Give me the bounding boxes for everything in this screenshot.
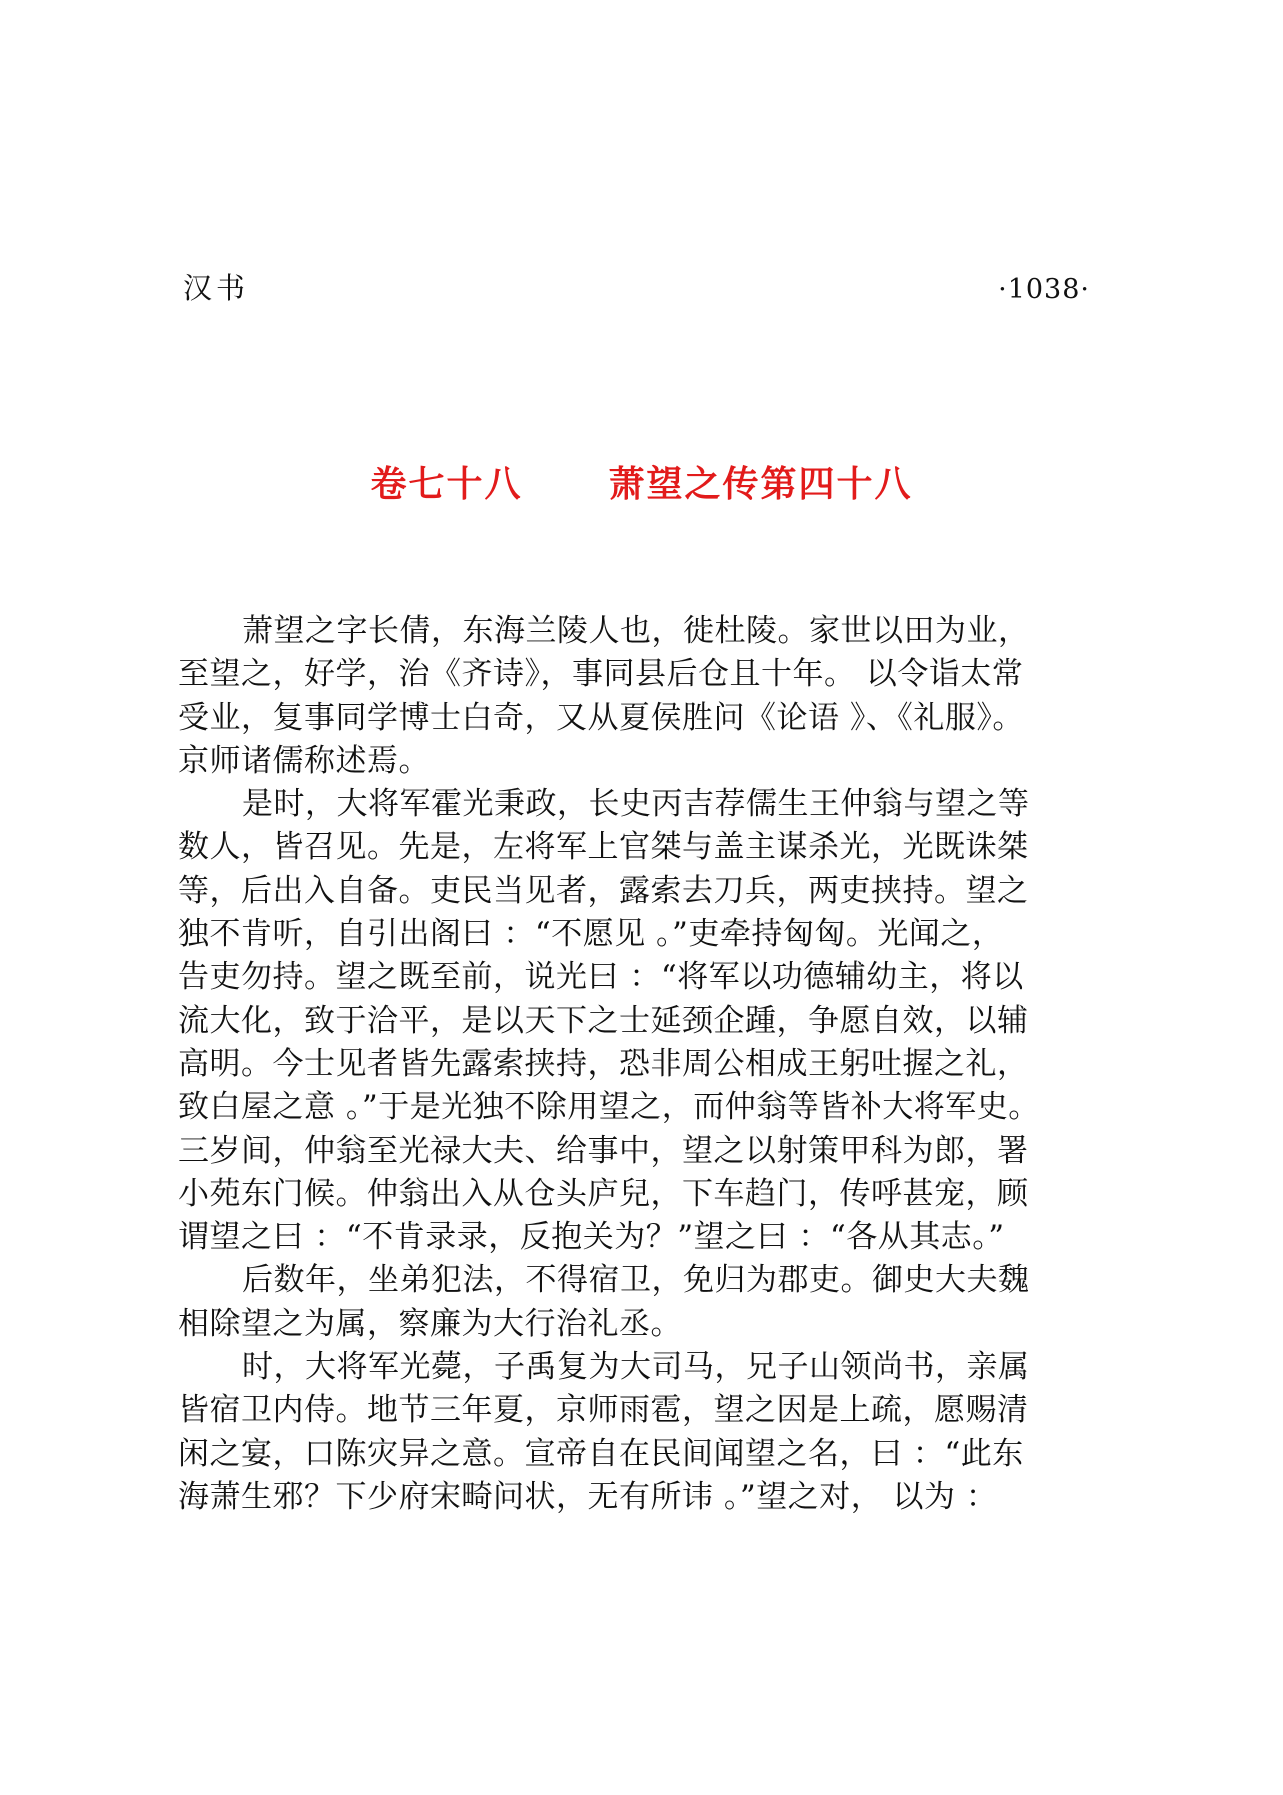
- text-line: 海萧生邪？下少府宋畸问状，无有所讳 。”望之对， 以为 ：: [178, 1478, 998, 1515]
- text-line: 相除望之为属，察廉为大行治礼丞。: [178, 1305, 682, 1342]
- page-number: ·1038·: [998, 274, 1090, 305]
- text-line: 后数年，坐弟犯法，不得宿卫，免归为郡吏。御史大夫魏: [242, 1262, 1030, 1299]
- running-head-book-title: 汉书: [183, 271, 250, 305]
- text-line: 至望之，好学，治《齐诗》，事同县后仓且十年。 以令诣太常: [178, 656, 1024, 693]
- text-line: 三岁间，仲翁至光禄大夫、给事中，望之以射策甲科为郎，署: [178, 1132, 1029, 1169]
- text-line: 数人，皆召见。先是，左将军上官桀与盖主谋杀光，光既诛桀: [178, 829, 1029, 866]
- text-line: 致白屋之意 。”于是光独不除用望之，而仲翁等皆补大将军史。: [178, 1089, 1040, 1126]
- text-line: 萧望之字长倩，东海兰陵人也，徙杜陵。家世以田为业，: [242, 613, 1030, 649]
- text-line: 告吏勿持。望之既至前，说光曰 ：“将军以功德辅幼主，将以: [178, 959, 1024, 996]
- text-line: 独不肯听，自引出阁曰 ：“不愿见 。”吏牵持匈匈。光闻之，: [178, 916, 1004, 953]
- text-line: 皆宿卫内侍。地节三年夏，京师雨雹，望之因是上疏，愿赐清: [178, 1392, 1029, 1429]
- text-line: 谓望之曰 ：“不肯录录，反抱关为？”望之曰 ：“各从其志。”: [178, 1219, 1005, 1256]
- text-line: 小苑东门候。仲翁出入从仓头庐兒，下车趋门，传呼甚宠，顾: [178, 1175, 1029, 1212]
- text-line: 流大化，致于洽平，是以天下之士延颈企踵，争愿自效，以辅: [178, 1002, 1029, 1039]
- text-line: 高明。今士见者皆先露索挟持，恐非周公相成王躬吐握之礼，: [178, 1045, 1029, 1082]
- body-text: [178, 610, 1098, 1519]
- chapter-title: [0, 460, 1283, 510]
- text-line: 受业，复事同学博士白奇，又从夏侯胜问《论语 》、《礼服》。: [178, 699, 1024, 736]
- chapter-volume: 卷七十八: [370, 464, 523, 505]
- chapter-name: 萧望之传第四十八: [608, 464, 913, 505]
- text-line: 是时，大将军霍光秉政，长史丙吉荐儒生王仲翁与望之等: [242, 786, 1030, 823]
- text-line: 等，后出入自备。吏民当见者，露索去刀兵，两吏挟持。望之: [178, 872, 1029, 909]
- text-line: 时，大将军光薨，子禹复为大司马，兄子山领尚书，亲属: [242, 1349, 1030, 1386]
- text-line: 京师诸儒称述焉。: [178, 742, 430, 779]
- text-line: 闲之宴，口陈灾异之意。宣帝自在民间闻望之名，曰 ：“此东: [178, 1435, 1024, 1472]
